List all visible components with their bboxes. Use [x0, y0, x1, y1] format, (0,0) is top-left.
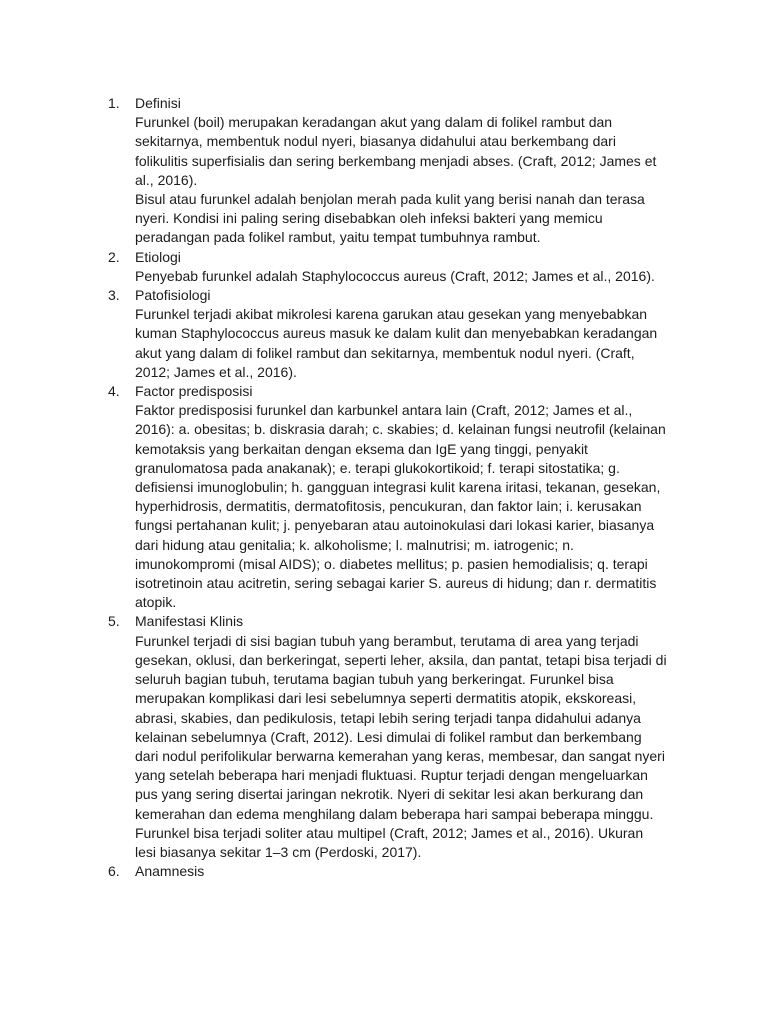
section-heading: Factor predisposisi [135, 383, 253, 400]
section-anamnesis [108, 862, 668, 881]
section-definisi [108, 94, 668, 248]
section-factor-predisposisi [108, 382, 668, 612]
section-heading: Anamnesis [135, 863, 205, 880]
section-heading: Manifestasi Klinis [135, 613, 244, 630]
section-patofisiologi [108, 286, 668, 382]
section-paragraph: Furunkel terjadi akibat mikrolesi karena garukan atau gesekan yang menyebabkan kuman Staphylococcus aureus masuk ke dalam kulit dan menyebabkan keradangan akut yang dalam di folikel rambut dan sekitarnya, membentuk nodul nyeri. (Craft, 2012; James et al., 2016). [135, 306, 658, 380]
section-number: 1. [108, 95, 120, 111]
section-heading: Definisi [135, 95, 181, 111]
section-number: 2. [108, 248, 120, 265]
section-manifestasi-klinis [108, 612, 668, 862]
section-paragraph: Furunkel (boil) merupakan keradangan akut yang dalam di folikel rambut dan sekitarnya, membentuk nodul nyeri, biasanya didahului atau berkembang dari folikulitis superfisialis dan sering berkembang menjadi abses. (Craft, 2012; James et al., 2016). [135, 114, 657, 188]
section-paragraph: Bisul atau furunkel adalah benjolan merah pada kulit yang berisi nanah dan terasa nyeri. Kondisi ini paling sering disebabkan oleh infeksi bakteri yang memicu peradangan pada folikel rambut, yaitu tempat tumbuhnya rambut. [135, 191, 645, 246]
section-etiologi [108, 248, 668, 286]
section-paragraph: Faktor predisposisi furunkel dan karbunkel antara lain (Craft, 2012; James et al., 2016): a. obesitas; b. diskrasia darah; c. skabies; d. kelainan fungsi neutrofil (kelainan kemotaksis yang berkaitan dengan eksema dan IgE yang tinggi, penyakit granulomatosa pada anakanak); e. terapi glukokortikoid; f. terapi sitostatika; g. defisiensi imunoglobulin; h. gangguan integrasi kulit karena iritasi, tekanan, gesekan, hyperhidrosis, dermatitis, dermatofitosis, pencukuran, dan faktor lain; i. kerusakan fungsi pertahanan kulit; j. penyebaran atau autoinokulasi dari lokasi karier, biasanya dari hidung atau genitalia; k. alkoholisme; l. malnutrisi; m. iatrogenic; n. imunokompromi (misal AIDS); o. diabetes mellitus; p. pasien hemodialisis; q. terapi isotretinoin atau acitretin, sering sebagai karier S. aureus di hidung; dan r. dermatitis atopik. [135, 402, 666, 611]
section-number: 5. [108, 613, 120, 630]
section-list [108, 94, 668, 881]
section-number: 3. [108, 287, 120, 304]
section-number: 6. [108, 863, 120, 880]
section-paragraph: Penyebab furunkel adalah Staphylococcus aureus (Craft, 2012; James et al., 2016). [135, 267, 655, 284]
section-number: 4. [108, 383, 120, 400]
section-heading: Patofisiologi [135, 287, 211, 304]
section-paragraph: Furunkel terjadi di sisi bagian tubuh yang berambut, terutama di area yang terjadi gesekan, oklusi, dan berkeringat, seperti leher, aksila, dan pantat, tetapi bisa terjadi di seluruh bagian tubuh, terutama bagian tubuh yang berkeringat. Furunkel bisa merupakan komplikasi dari lesi sebelumnya seperti dermatitis atopik, ekskoreasi, abrasi, skabies, dan pedikulosis, tetapi lebih sering terjadi tanpa didahului adanya kelainan sebelumnya (Craft, 2012). Lesi dimulai di folikel rambut dan berkembang dari nodul perifolikular berwarna kemerahan yang keras, membesar, dan sangat nyeri yang setelah beberapa hari menjadi fluktuasi. Ruptur terjadi dengan mengeluarkan pus yang sering disertai jaringan nekrotik. Nyeri di sekitar lesi akan berkurang dan kemerahan dan edema menghilang dalam beberapa hari sampai beberapa minggu. Furunkel bisa terjadi soliter atau multipel (Craft, 2012; James et al., 2016). Ukuran lesi biasanya sekitar 1–3 cm (Perdoski, 2017). [135, 632, 667, 860]
section-heading: Etiologi [135, 248, 181, 265]
